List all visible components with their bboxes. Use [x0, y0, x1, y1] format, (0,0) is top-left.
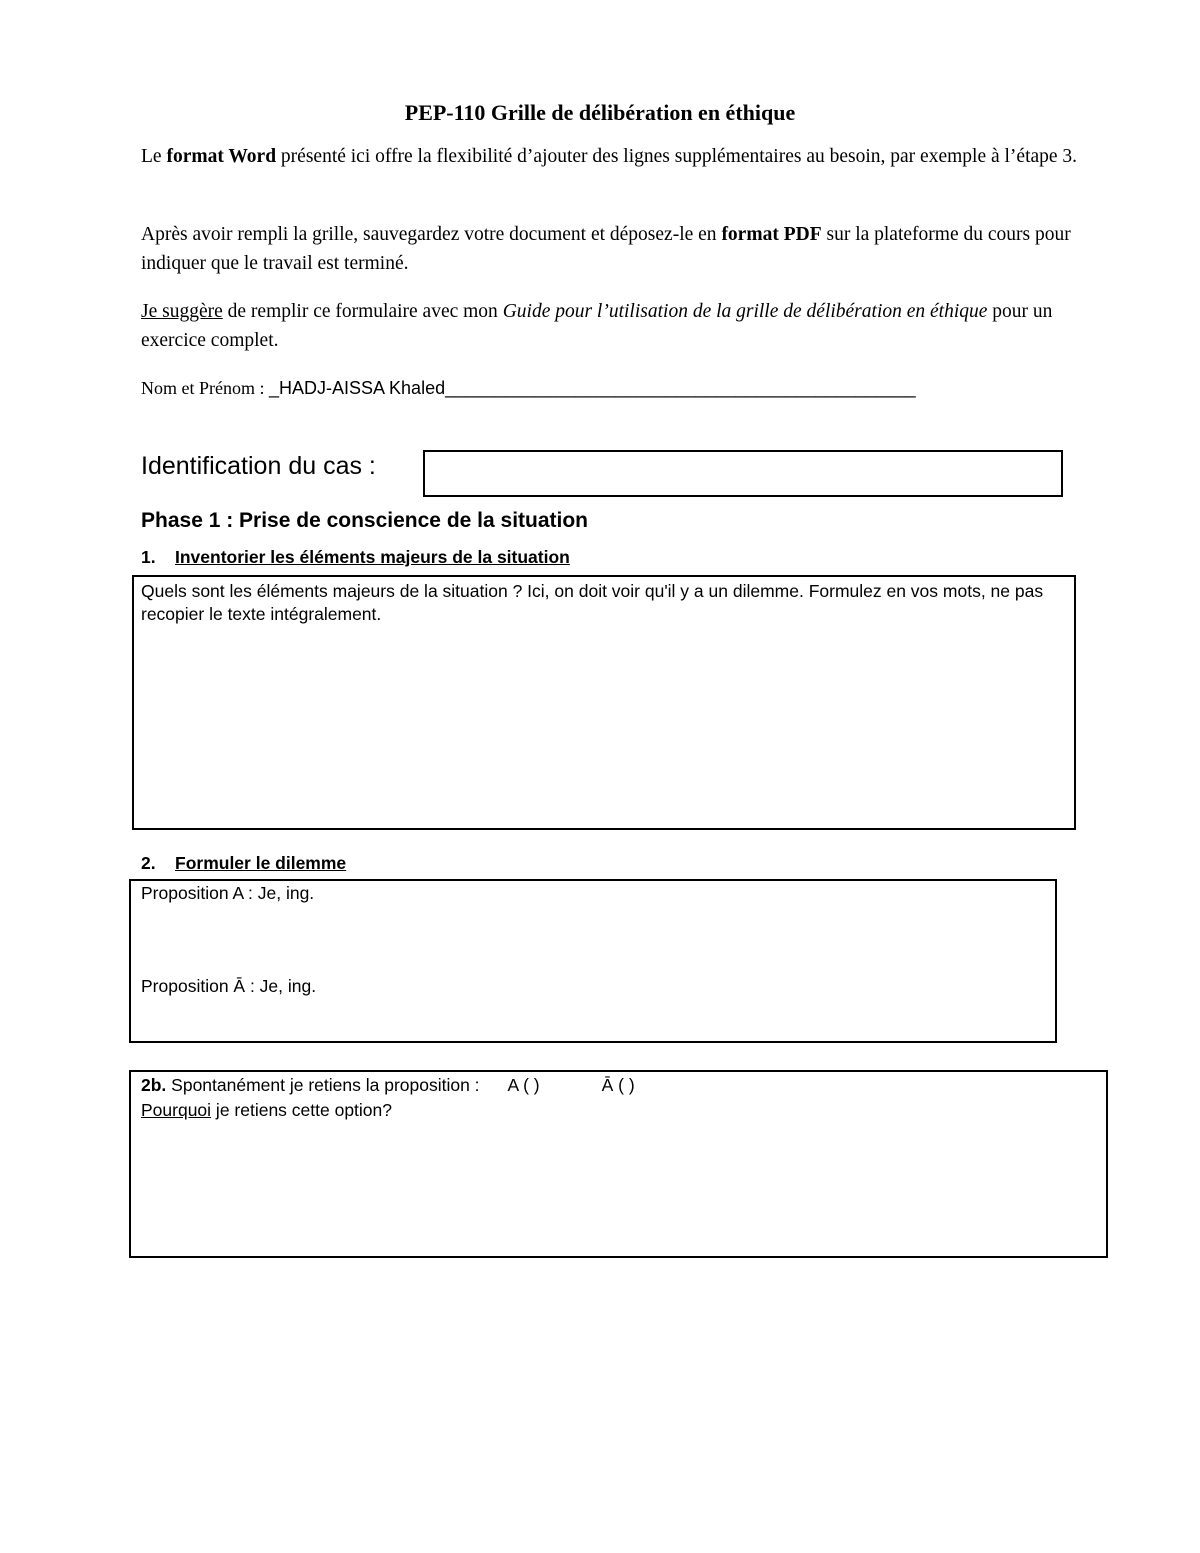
- section2-heading: [141, 853, 346, 874]
- option-a-checkbox[interactable]: A ( ): [507, 1075, 540, 1095]
- p1-text-a: Le: [141, 146, 167, 167]
- why-underline: Pourquoi: [141, 1100, 212, 1120]
- p3-text-b: de remplir ce formulaire avec mon: [222, 301, 503, 322]
- intro-paragraph-guide: [141, 297, 1081, 355]
- name-label: Nom et Prénom :: [141, 378, 269, 398]
- p3-text-d: pour un exercice complet.: [141, 301, 1053, 351]
- section1-number: 1.: [141, 547, 156, 567]
- situation-elements-text[interactable]: Quels sont les éléments majeurs de la situation ? Ici, on doit voir qu'il y a un dilemme. Formulez en vos mots, ne pas recopier le texte intégralement.: [141, 581, 1044, 624]
- p2-text-a: Après avoir rempli la grille, sauvegardez votre document et déposez-le en: [141, 224, 722, 245]
- name-field[interactable]: [141, 378, 916, 399]
- case-identification-input[interactable]: [423, 450, 1063, 497]
- p2-text-c: sur la plateforme du cours pour indiquer que le travail est terminé.: [141, 224, 1071, 274]
- section1-heading: [141, 547, 570, 568]
- p2-bold-format-pdf: format PDF: [721, 224, 822, 245]
- section2-title: Formuler le dilemme: [175, 853, 347, 873]
- p3-italic-guide-title: Guide pour l’utilisation de la grille de délibération en éthique: [502, 301, 988, 322]
- p3-underline-suggestion: Je suggère: [141, 301, 223, 322]
- intro-paragraph-pdf-format: [141, 220, 1081, 278]
- intro-paragraph-word-format: [141, 142, 1081, 171]
- p1-text-c: présenté ici offre la flexibilité d’ajouter des lignes supplémentaires au besoin, par exemple à l’étape 3.: [276, 146, 1078, 167]
- why-rest: je retiens cette option?: [211, 1100, 393, 1120]
- spontaneous-choice-question: [141, 1074, 635, 1097]
- proposition-a-bar-field[interactable]: Proposition Ā : Je, ing.: [141, 976, 317, 996]
- option-a-bar-checkbox[interactable]: Ā ( ): [601, 1075, 635, 1095]
- section2b-question: Spontanément je retiens la proposition :: [166, 1075, 480, 1095]
- proposition-a-field[interactable]: Proposition A : Je, ing.: [141, 883, 315, 903]
- section1-title: Inventorier les éléments majeurs de la situation: [175, 547, 570, 567]
- name-value[interactable]: _HADJ-AISSA Khaled_______________________________________________: [269, 378, 916, 398]
- phase1-heading: Phase 1 : Prise de conscience de la situation: [141, 509, 589, 532]
- section2-number: 2.: [141, 853, 156, 873]
- why-question[interactable]: [141, 1099, 392, 1122]
- section2b-prefix: 2b.: [141, 1075, 167, 1095]
- case-identification-label: Identification du cas :: [141, 452, 376, 480]
- document-title: PEP-110 Grille de délibération en éthique: [404, 100, 796, 125]
- p1-bold-format-word: format Word: [166, 146, 277, 167]
